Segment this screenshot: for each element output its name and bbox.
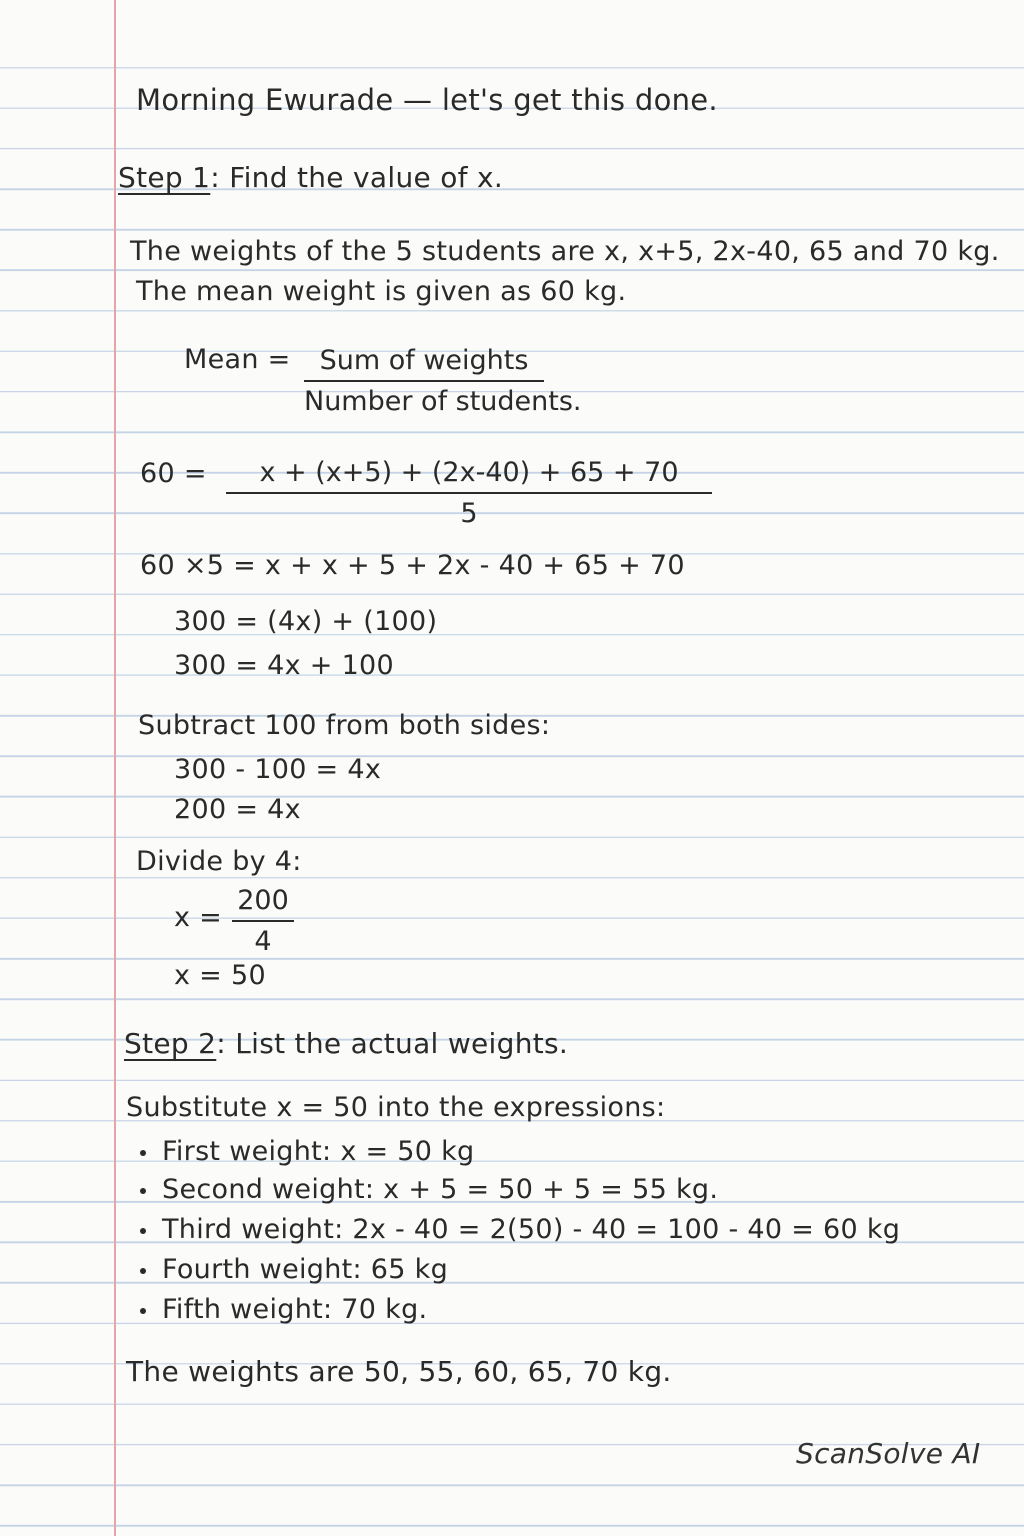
step2-label: Step 2 [124,1027,217,1060]
subtract-label: Subtract 100 from both sides: [138,710,551,741]
bullet-dot [140,1188,146,1194]
eq7-denominator: 4 [254,926,272,957]
eq8: x = 50 [174,960,266,991]
eq2: 60 ×5 = x + x + 5 + 2x - 40 + 65 + 70 [140,550,685,581]
step2-title: : List the actual weights. [216,1027,569,1060]
conclusion: The weights are 50, 55, 60, 65, 70 kg. [126,1355,672,1388]
mean-formula-denominator: Number of students. [304,386,582,417]
eq4: 300 = 4x + 100 [174,650,395,681]
eq7-lhs: x = [174,902,223,933]
step2-heading [124,1028,568,1060]
substitute-line: Substitute x = 50 into the expressions: [126,1092,666,1123]
divide-label: Divide by 4: [136,846,302,877]
margin-line [114,0,116,1536]
fraction-bar [304,380,544,382]
fraction-bar [226,492,712,494]
eq3: 300 = (4x) + (100) [174,606,438,637]
eq1-lhs: 60 = [140,458,207,489]
bullet-first-weight: First weight: x = 50 kg [162,1136,475,1167]
bullet-fourth-weight: Fourth weight: 65 kg [162,1254,449,1285]
eq6: 200 = 4x [174,794,301,825]
bullet-dot [140,1228,146,1234]
eq1-numerator: x + (x+5) + (2x-40) + 65 + 70 [259,457,679,488]
greeting: Morning Ewurade — let's get this done. [136,83,718,117]
step1-title: : Find the value of x. [210,161,504,194]
step1-intro-line1: The weights of the 5 students are x, x+5, 2x-40, 65 and 70 kg. [130,236,1000,267]
bullet-dot [140,1268,146,1274]
bullet-fifth-weight: Fifth weight: 70 kg. [162,1294,428,1325]
step1-intro-line2: The mean weight is given as 60 kg. [136,276,627,307]
step1-label: Step 1 [118,161,211,194]
eq7-numerator: 200 [237,885,289,916]
eq1-fraction [226,456,712,531]
mean-formula-numerator: Sum of weights [319,345,529,376]
mean-formula-fraction [304,344,582,419]
eq7-fraction [232,884,294,959]
eq1-denominator: 5 [460,498,478,529]
bullet-dot [140,1150,146,1156]
mean-formula-lhs: Mean = [184,344,291,375]
bullet-dot [140,1308,146,1314]
step1-heading [118,162,503,194]
bullet-second-weight: Second weight: x + 5 = 50 + 5 = 55 kg. [162,1174,719,1205]
eq5: 300 - 100 = 4x [174,754,382,785]
signature: ScanSolve AI [796,1437,981,1470]
bullet-third-weight: Third weight: 2x - 40 = 2(50) - 40 = 100 - 40 = 60 kg [162,1214,901,1245]
fraction-bar [232,920,294,922]
